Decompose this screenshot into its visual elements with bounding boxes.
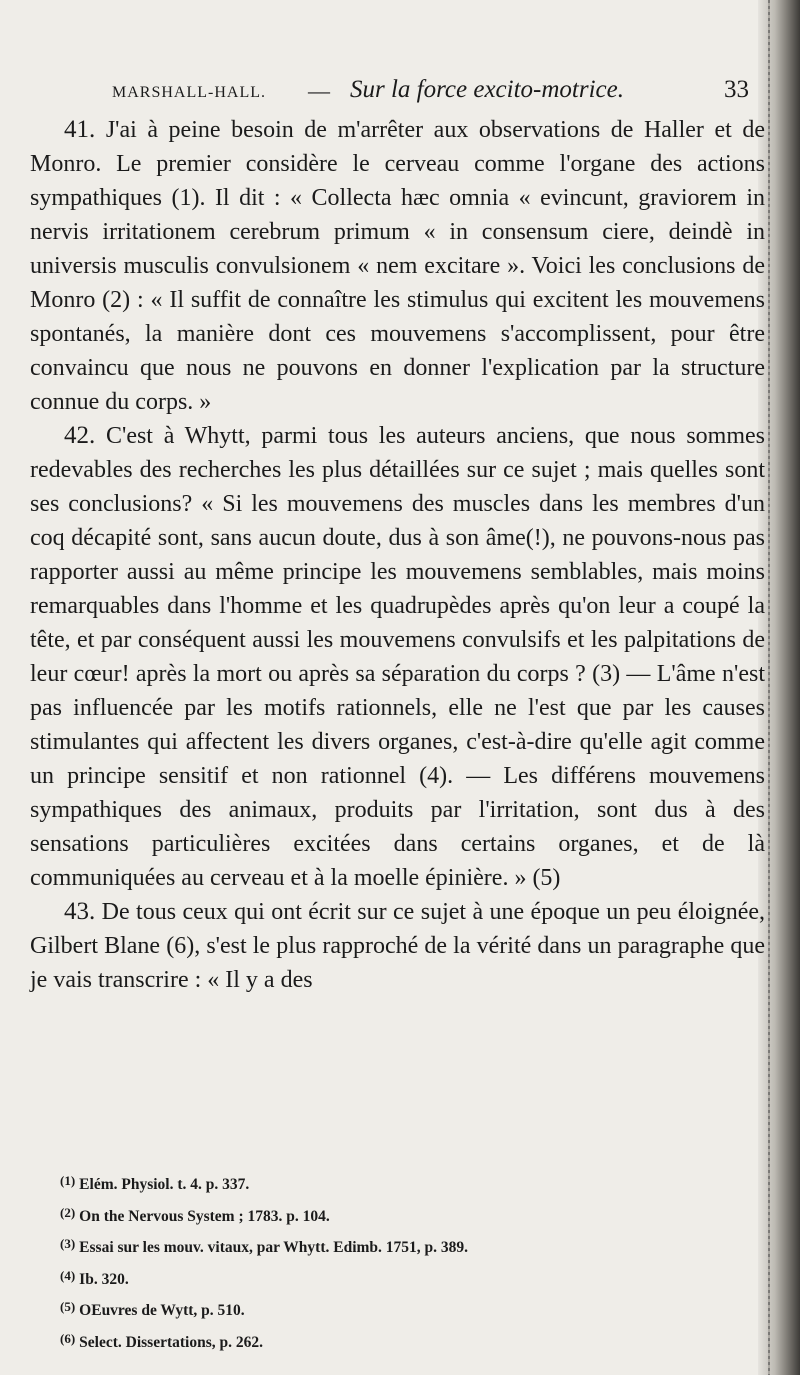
header-title: Sur la force excito-motrice.: [350, 76, 624, 103]
footnote-text: Elém. Physiol. t. 4. p. 337.: [79, 1176, 250, 1193]
footnote-text: OEuvres de Wytt, p. 510.: [79, 1302, 245, 1319]
paragraph-number: 42.: [64, 422, 96, 449]
paragraph-number: 43.: [64, 898, 96, 925]
footnote-mark: (2): [60, 1204, 76, 1220]
footnote: [60, 1199, 720, 1231]
header-dash: —: [308, 78, 330, 103]
paragraph-text: C'est à Whytt, parmi tous les auteurs anciens, que nous sommes redevables des recherches les plus détaillées sur ce sujet ; mais quelles sont ses conclusions? « Si les mouvemens des muscles dans les membres d'un coq décapité sont, sans aucun doute, dus à son âme(!), ne pouvons-nous pas rapporter aussi au même principe les mouvemens semblables, mais moins remarquables dans l'homme et les quadrupèdes après qu'on leur a coupé la tête, et par conséquent aussi les mouvemens convulsifs et les palpitations de leur cœur! après la mort ou après sa séparation du corps ? (3) — L'âme n'est pas influencée par les motifs rationnels, elle ne l'est que par les causes stimulantes qui affectent les divers organes, c'est-à-dire qu'elle agit comme un principe sensitif et non rationnel (4). — Les différens mouvemens sympathiques des animaux, produits par l'irritation, sont dus à des sensations particulières excitées dans certains organes, et de là communiquées au cerveau et à la moelle épinière. » (5): [30, 423, 766, 891]
footnotes: [60, 1167, 720, 1356]
footnote-text: Select. Dissertations, p. 262.: [79, 1333, 263, 1351]
paragraph-text: J'ai à peine besoin de m'arrêter aux observations de Haller et de Monro. Le premier considère le cerveau comme l'organe des actions sympathiques (1). Il dit : « Collecta hæc omnia « evincunt, graviorem in nervis irritationem cerebrum primum « in consensum ciere, deindè in universis musculis convulsionem « nem excitare ». Voici les conclusions de Monro (2) : « Il suffit de connaître les stimulus qui excitent les mouvemens spontanés, la manière dont ces mouvemens s'accomplissent, pour être convaincu que nous ne pouvons en donner l'explication par la structure connue du corps. »: [30, 117, 765, 415]
footnote-text: On the Nervous System ; 1783. p. 104.: [79, 1207, 330, 1225]
footnote-mark: (1): [60, 1173, 76, 1188]
paragraph-text: De tous ceux qui ont écrit sur ce sujet à une époque un peu éloignée, Gilbert Blane (6), s'est le plus rapproché de la vérité dans un paragraphe que je vais transcrire : « Il y a des: [30, 899, 765, 993]
paragraph-42: [30, 419, 765, 895]
footnote-mark: (5): [60, 1299, 76, 1314]
footnote: [60, 1293, 720, 1325]
paragraph-number: 41.: [64, 116, 96, 143]
footnote-mark: (6): [60, 1330, 76, 1346]
body-text: [30, 113, 765, 997]
footnote-text: Ib. 320.: [79, 1270, 129, 1288]
footnote: [60, 1167, 720, 1199]
footnote-mark: (3): [60, 1236, 76, 1251]
footnote: [60, 1325, 720, 1357]
footnote-mark: (4): [60, 1267, 76, 1283]
running-header: [112, 76, 762, 110]
paragraph-43: [30, 895, 765, 997]
footnote-text: Essai sur les mouv. vitaux, par Whytt. Edimb. 1751, p. 389.: [79, 1239, 469, 1256]
footnote: [60, 1230, 720, 1262]
header-author: MARSHALL-HALL.: [112, 84, 266, 101]
page-number: 33: [724, 76, 749, 103]
footnote: [60, 1262, 720, 1294]
paragraph-41: [30, 113, 765, 419]
